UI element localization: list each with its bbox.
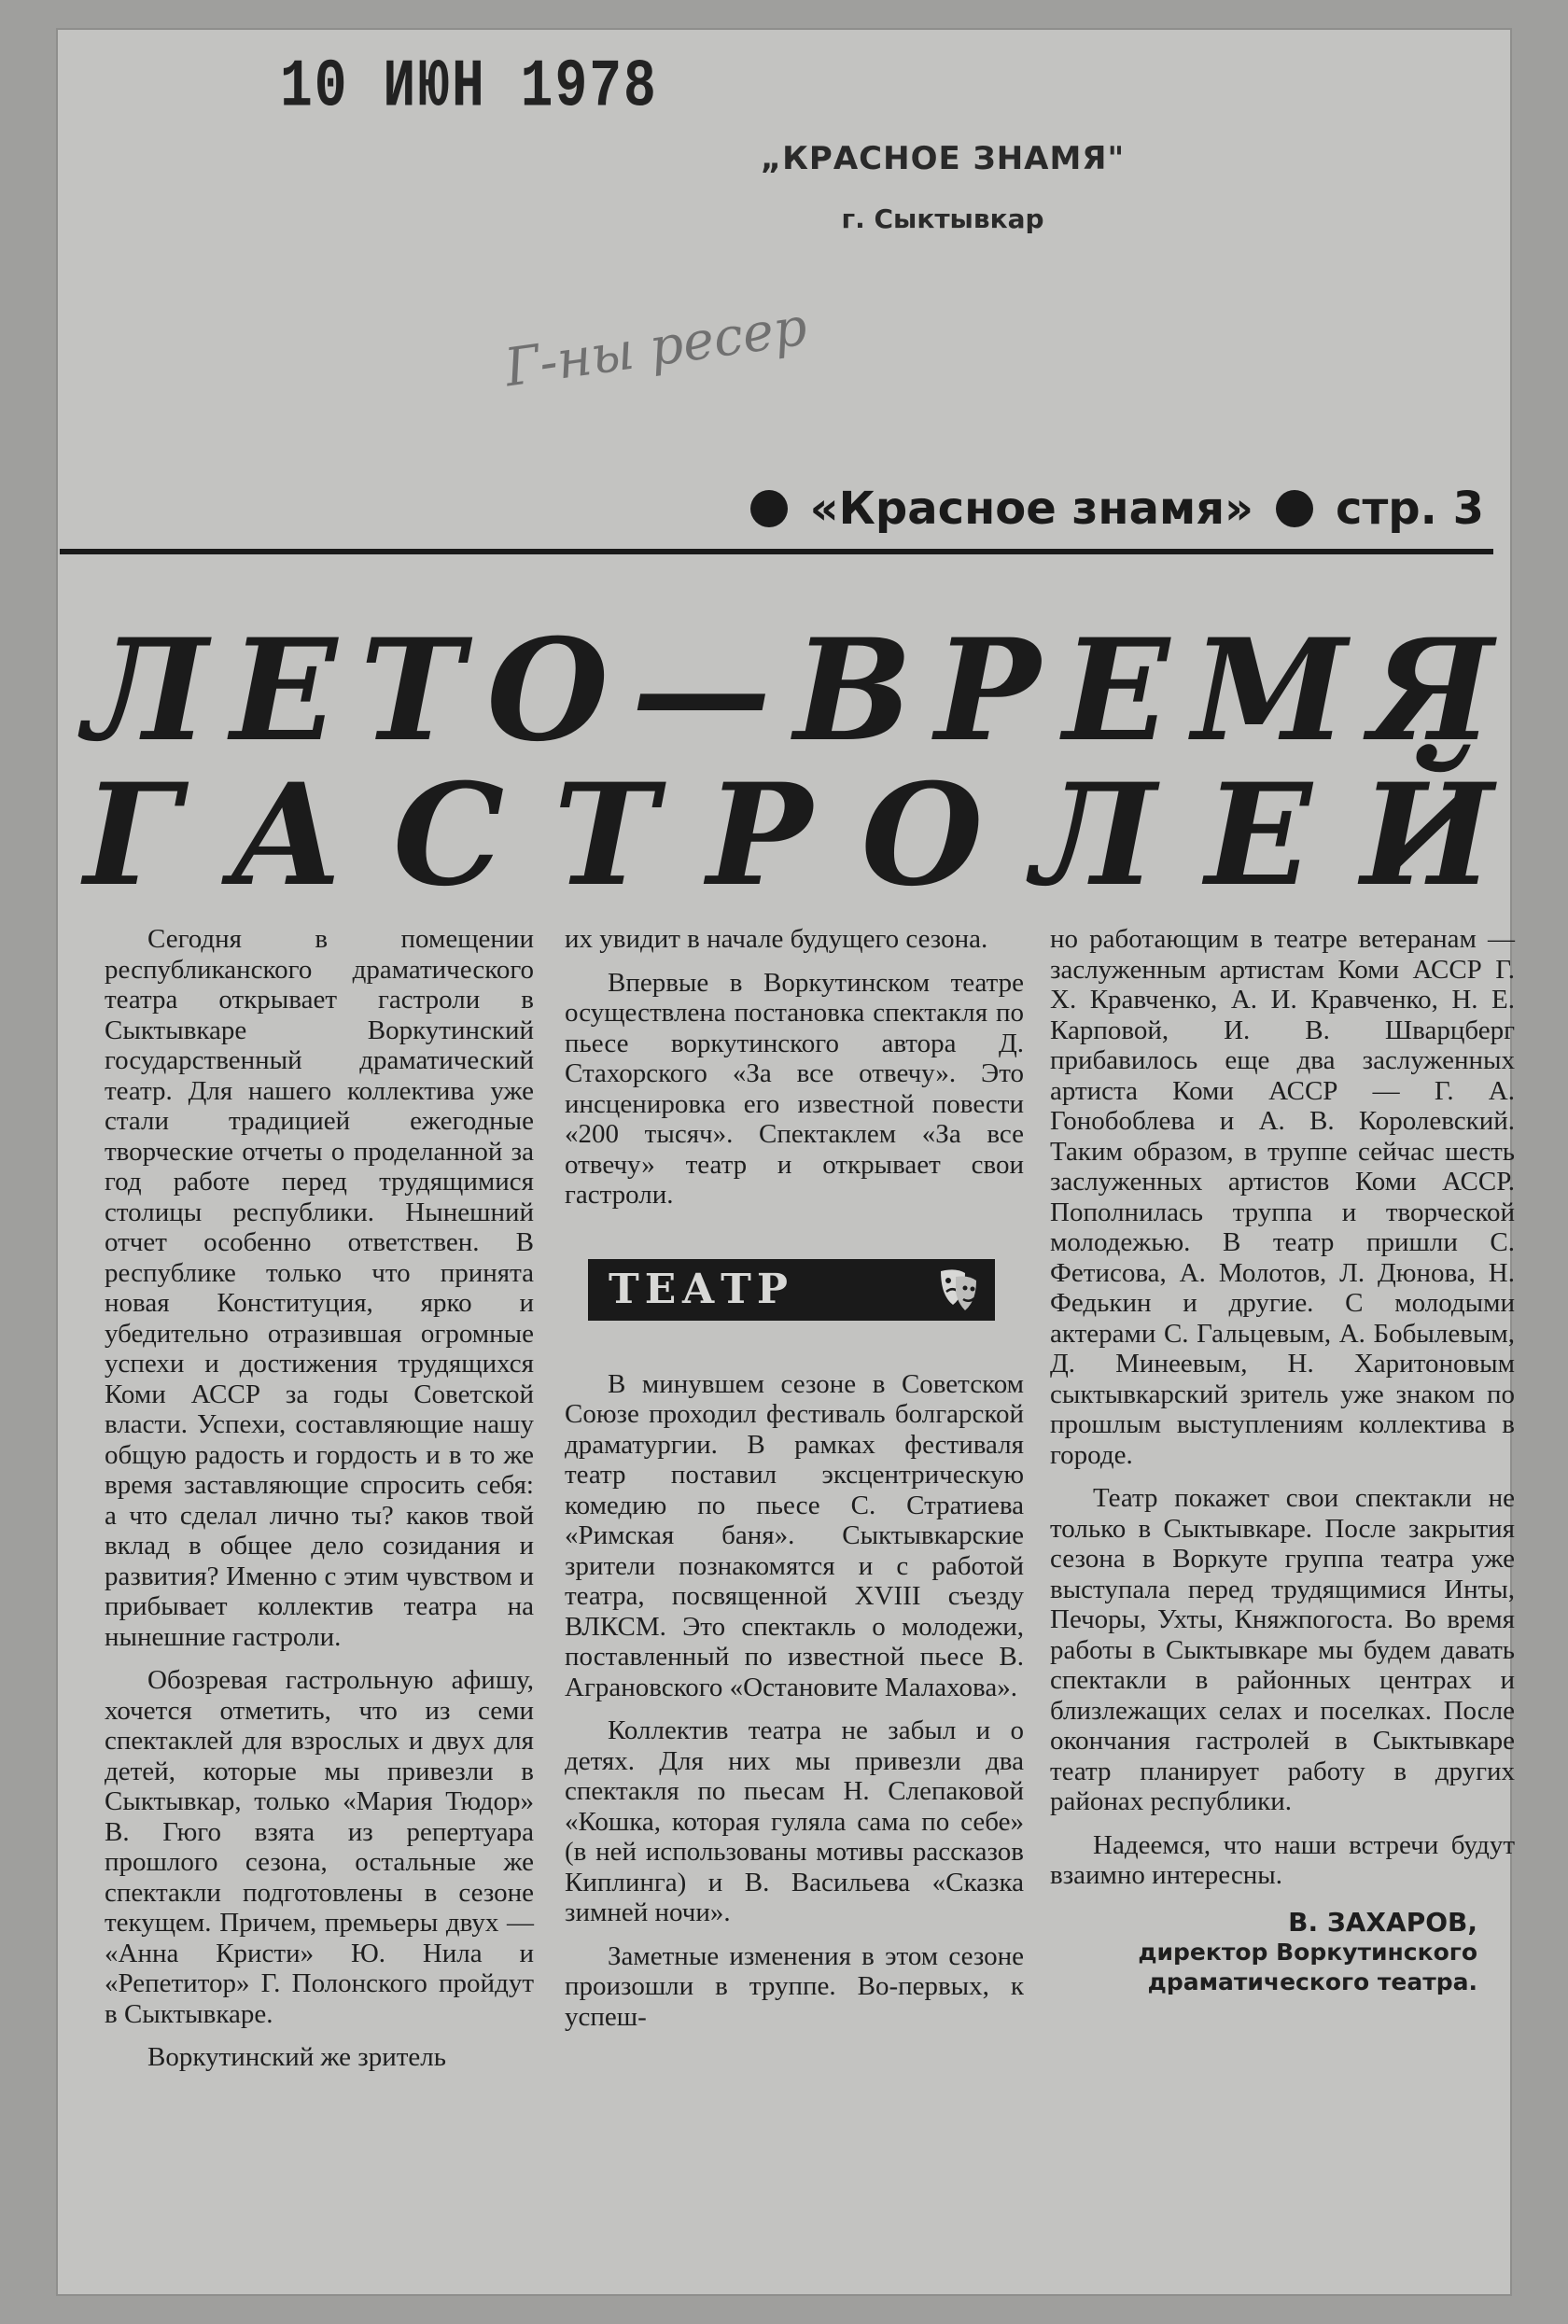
article-column-2: [565, 924, 1024, 2032]
headline-letter: Л: [84, 609, 208, 773]
headline-letter: С: [393, 753, 505, 917]
headline-letter: Т: [553, 753, 658, 917]
headline-letter: А: [230, 753, 344, 917]
article-paragraph: Обозревая гастрольную афишу, хочется отметить, что из семи спектаклей для взрослых и двух для детей, которые мы привезли в Сыктывкар, только «Мария Тюдор» В. Гюго взята из репертуара прошлого сезона, остальные же спектакли подготовлены в сезоне текущем. Причем, премьеры двух — «Анна Кристи» Ю. Нила и «Репетитор» Г. Полонского пройдут в Сыктывкаре.: [105, 1665, 534, 2029]
author-role-line-2: драматического театра.: [1147, 1968, 1477, 1995]
rubric-banner: [588, 1259, 995, 1321]
page-header: [616, 476, 1484, 541]
headline-letter: В: [793, 609, 913, 773]
article-column-3: [1050, 924, 1515, 1997]
city-stamp: г. Сыктывкар: [841, 203, 1044, 234]
article-paragraph: Воркутинский же зритель: [147, 2042, 446, 2072]
header-page-number: стр. 3: [1336, 483, 1484, 535]
headline-letter: Р: [707, 753, 813, 917]
headline-letter: Р: [934, 609, 1041, 773]
bullet-icon: [1276, 490, 1313, 527]
header-paper-name: «Красное знамя»: [809, 483, 1254, 535]
headline-letter: —: [631, 609, 772, 773]
article-paragraph: Коллектив театра не забыл и о детях. Для них мы привезли два спектакля по пьесам Н. Слепаковой «Кошка, которая гуляла сама по себе» (в ней использованы мотивы рассказов Киплинга) и В. Васильева «Сказка зимней ночи».: [565, 1715, 1024, 1927]
rubric-label: ТЕАТР: [609, 1265, 793, 1313]
article-paragraph: но работающим в театре ветеранам — заслуженным артистам Коми АССР Г. Х. Кравченко, А. И. Кравченко, Н. Е. Карповой, И. В. Шварцберг прибавилось еще два заслуженных артиста Коми АССР — Г. А. Гонобоблева и А. В. Королевский. Таким образом, в труппе сейчас шесть заслуженных артистов Коми АССР. Пополнилась труппа и творческой молодежью. В театр пришли С. Фетисова, А. Молотов, Л. Дюнова, Н. Федькин и другие. С молодыми актерами С. Гальцевым, А. Бобылевым, Д. Минеевым, Н. Харитоновым сыктывкарский зритель уже знаком по прошлым выступлениям коллектива в городе.: [1050, 924, 1515, 1470]
headline-letter: Г: [84, 753, 181, 917]
article-paragraph: их увидит в начале будущего сезона.: [565, 924, 988, 954]
author-role-line-1: директор Воркутинского: [1138, 1939, 1477, 1966]
theatre-masks-icon: [937, 1267, 978, 1312]
headline-letter: О: [861, 753, 984, 917]
article-paragraph: Надеемся, что наши встречи будут взаимно интересны.: [1050, 1829, 1515, 1890]
headline-letter: М: [1192, 609, 1348, 773]
article-paragraph: Театр покажет свои спектакли не только в Сыктывкаре. После закрытия сезона в Воркуте группа театра уже выступала перед трудящимися Инты, Печоры, Ухты, Княжпогоста. Во время работы в Сыктывкаре мы будем давать спектакли в районных центрах и близлежащих селах и поселках. После окончания гастролей в Сыктывкаре театр планирует работу в других районах республики.: [1050, 1483, 1515, 1816]
headline-line-2: [84, 753, 1493, 917]
headline-line-1: [84, 609, 1493, 773]
handwritten-note: Г-ны ресер: [501, 296, 811, 399]
header-rule: [60, 549, 1493, 554]
article-paragraph: В минувшем сезоне в Советском Союзе проходил фестиваль болгарской драматургии. В рамках фестиваля театр поставил эксцентрическую комедию по пьесе С. Стратиева «Римская баня». Сыктывкарские зрители познакомятся и с работой театра, посвященной XVIII съезду ВЛКСМ. Это спектакль о молодежи, поставленный по известной пьесе В. Аграновского «Остановите Малахова».: [565, 1368, 1024, 1702]
bullet-icon: [750, 490, 788, 527]
headline-letter: Л: [1031, 753, 1156, 917]
headline-letter: Я: [1369, 609, 1493, 773]
paper-stamp: „КРАСНОЕ ЗНАМЯ": [760, 140, 1126, 177]
article-paragraph: Заметные изменения в этом сезоне произошли в труппе. Во-первых, к успеш-: [565, 1940, 1024, 2032]
author-name: В. ЗАХАРОВ,: [1288, 1906, 1477, 1938]
headline-letter: Е: [230, 609, 338, 773]
article-column-1: [105, 924, 534, 2073]
headline-letter: Е: [1205, 753, 1312, 917]
date-stamp: 10 ИЮН 1978: [280, 49, 658, 127]
headline-letter: Т: [359, 609, 465, 773]
headline-letter: О: [486, 609, 609, 773]
headline-letter: Е: [1062, 609, 1170, 773]
article-paragraph: Впервые в Воркутинском театре осуществлена постановка спектакля по пьесе воркутинского автора Д. Стахорского «За все отвечу». Это инсценировка его известной повести «200 тысяч». Спектаклем «За все отвечу» театр и открывает свои гастроли.: [565, 967, 1024, 1210]
headline-letter: Й: [1361, 753, 1493, 917]
article-paragraph: Сегодня в помещении республиканского драматического театра открывает гастроли в Сыктывкаре Воркутинский государственный драматический театр. Для нашего коллектива уже стали традицией ежегодные творческие отчеты о проделанной за год работе перед трудящимися столицы республики. Нынешний отчет особенно ответствен. В республике только что принята новая Конституция, ярко и убедительно отразившая огромные успехи и достижения трудящихся Коми АССР за годы Советской власти. Успехи, составляющие нашу общую радость и гордость и в то же время заставляющие спросить себя: а что сделал лично ты? каков твой вклад в общее дело созидания и развития? Именно с этим чувством и прибывает коллектив театра на нынешние гастроли.: [105, 924, 534, 1652]
